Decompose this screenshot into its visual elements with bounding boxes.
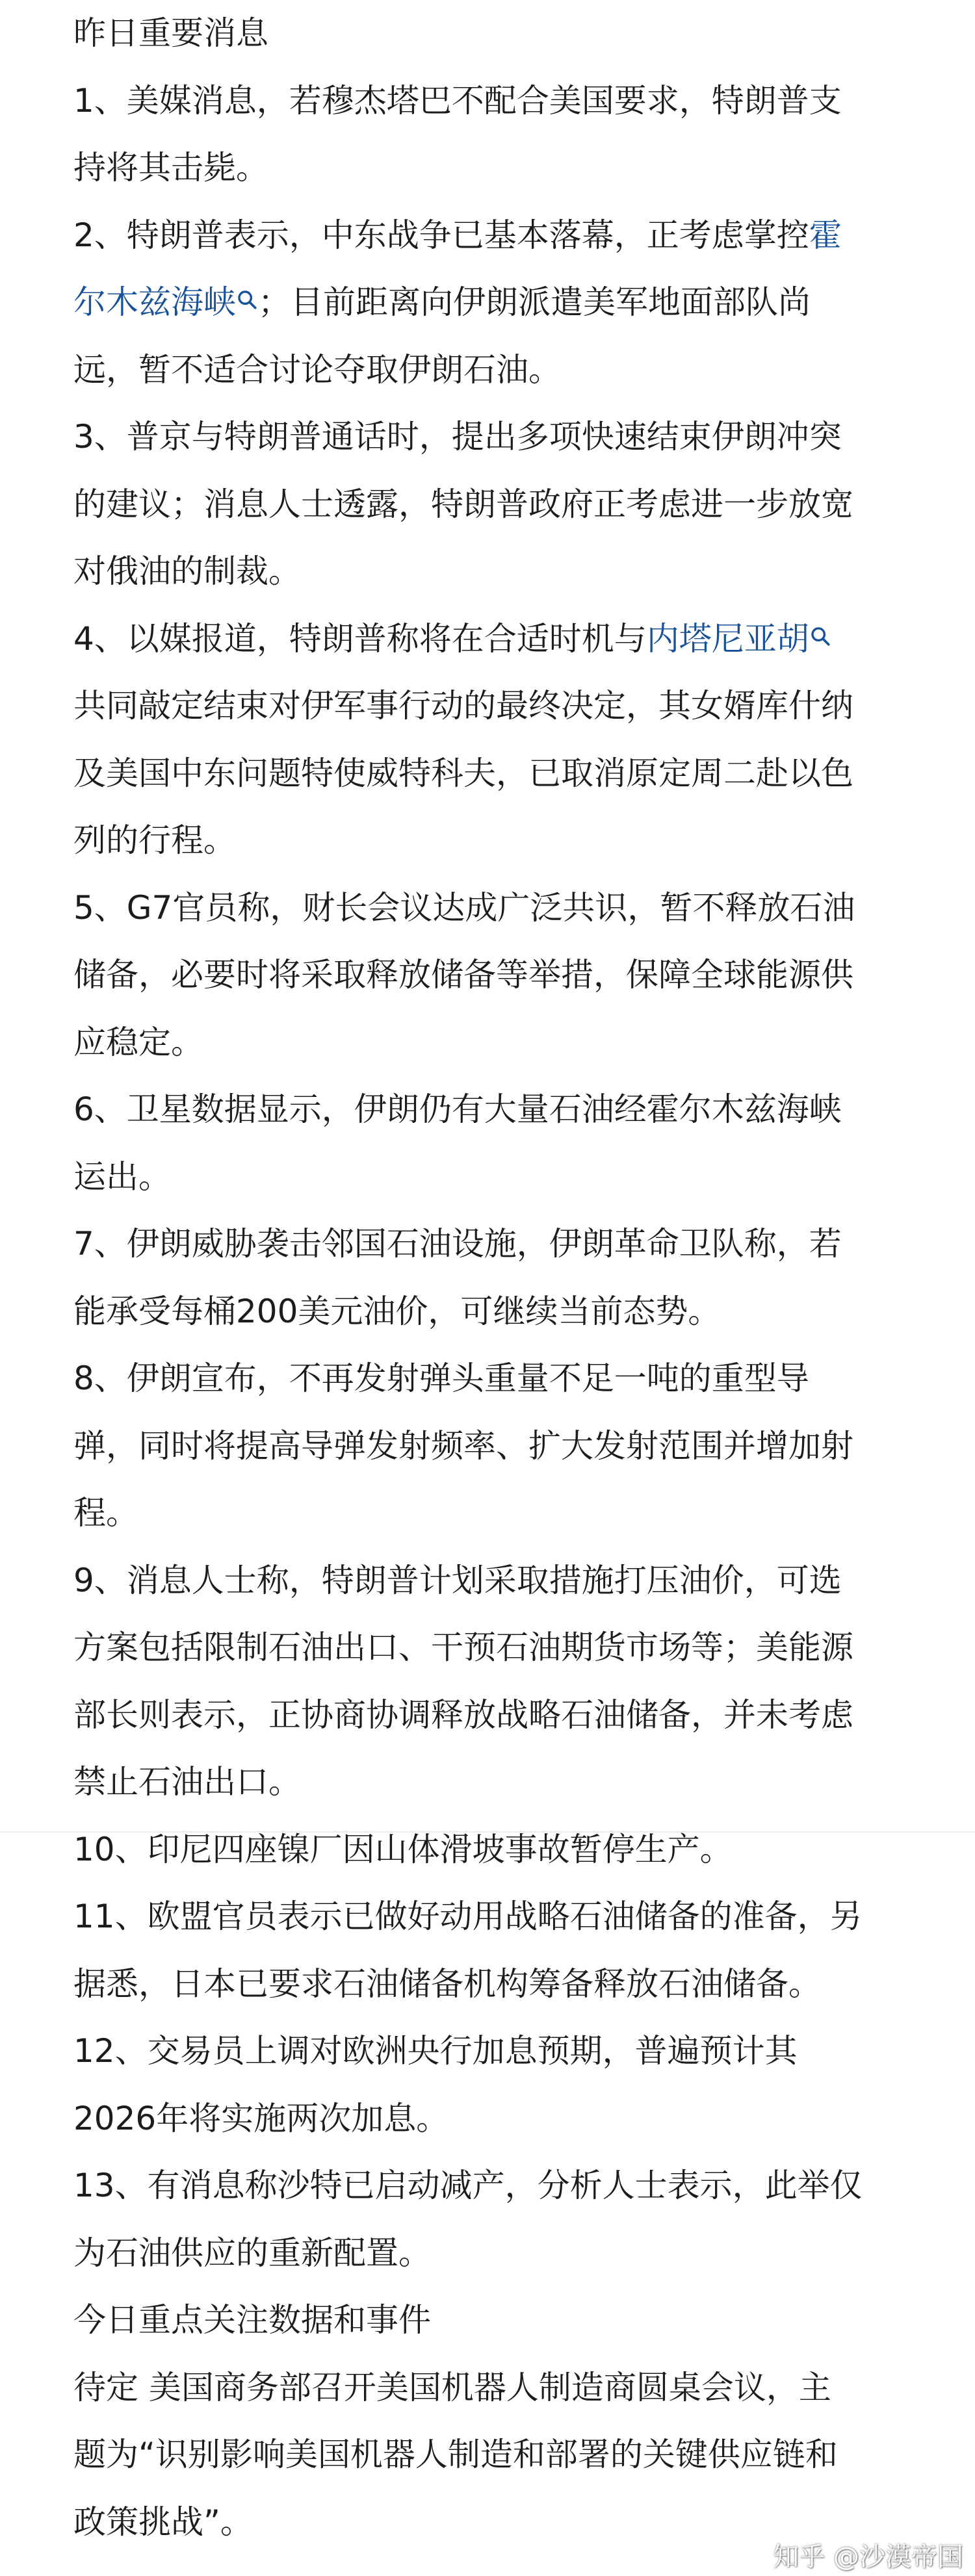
- news-item-line: [73, 1694, 853, 1736]
- line-text: 据悉，日本已要求石油储备机构筹备释放石油储备。: [73, 1964, 821, 2003]
- news-item-line: [73, 348, 561, 391]
- news-item-line: [73, 79, 842, 122]
- news-item-line: [73, 2232, 431, 2274]
- news-item-line: [73, 483, 853, 526]
- news-item-line: [73, 1491, 138, 1534]
- news-item-line: [73, 1895, 863, 1938]
- line-text: 列的行程。: [73, 821, 236, 859]
- news-item-line: [73, 752, 853, 795]
- line-text: 6、卫星数据显示，伊朗仍有大量石油经霍尔木兹海峡: [73, 1090, 842, 1128]
- watermark: 知乎 @沙漠帝国: [773, 2542, 963, 2572]
- news-item-line: [73, 953, 853, 996]
- section-heading-today: 今日重点关注数据和事件: [73, 2301, 431, 2339]
- news-item-line: [73, 617, 831, 660]
- line-text: 持将其击毙。: [73, 149, 268, 187]
- line-text: 禁止石油出口。: [73, 1763, 301, 1801]
- news-item-line: [73, 1559, 842, 1602]
- news-item-line: [73, 146, 268, 189]
- section-divider: [0, 1831, 975, 1833]
- line-text: 远，暂不适合讨论夺取伊朗石油。: [73, 350, 561, 389]
- news-item-line: [73, 1828, 733, 1871]
- line-text: 的建议；消息人士透露，特朗普政府正考虑进一步放宽: [73, 485, 853, 523]
- line-text: 9、消息人士称，特朗普计划采取措施打压油价，可选: [73, 1561, 842, 1599]
- news-item-line: [73, 684, 853, 727]
- news-item-line: [73, 550, 301, 593]
- line-text: 1、美媒消息，若穆杰塔巴不配合美国要求，特朗普支: [73, 81, 842, 120]
- section-heading-yesterday: 昨日重要消息: [73, 14, 268, 52]
- news-item-line: [73, 415, 842, 458]
- line-text: 待定 美国商务部召开美国机器人制造商圆桌会议，主: [73, 2368, 831, 2406]
- line-text: ；目前距离向伊朗派遣美军地面部队尚: [258, 283, 811, 321]
- news-item-line: [73, 1626, 853, 1669]
- line-text: 2、特朗普表示，中东战争已基本落幕，正考虑掌控: [73, 216, 809, 254]
- line-text: 及美国中东问题特使威特科夫，已取消原定周二赴以色: [73, 754, 853, 792]
- news-item-line: [73, 1760, 301, 1803]
- search-link[interactable]: 霍: [809, 216, 842, 254]
- news-item-line: [73, 819, 236, 862]
- news-item-line: [73, 2029, 798, 2072]
- news-item-line: [73, 1088, 842, 1131]
- line-text: 运出。: [73, 1157, 171, 1196]
- line-text: 应稳定。: [73, 1023, 203, 1061]
- line-text: 5、G7官员称，财长会议达成广泛共识，暂不释放石油: [73, 888, 855, 927]
- line-text: 10、印尼四座镍厂因山体滑坡事故暂停生产。: [73, 1830, 733, 1868]
- news-item-line: [73, 1290, 720, 1333]
- line-text: 题为“识别影响美国机器人制造和部署的关键供应链和: [73, 2436, 838, 2473]
- line-text: 程。: [73, 1494, 138, 1532]
- line-text: 对俄油的制裁。: [73, 552, 301, 590]
- line-text: 方案包括限制石油出口、干预石油期货市场等；美能源: [73, 1629, 853, 1666]
- news-item-line: [73, 2164, 863, 2207]
- event-line: [73, 2366, 831, 2409]
- event-line: [73, 2501, 253, 2544]
- search-link[interactable]: 尔木兹海峡: [73, 283, 236, 321]
- news-item-line: [73, 1963, 821, 2005]
- line-text: 储备，必要时将采取释放储备等举措，保障全球能源供: [73, 956, 853, 994]
- line-text: 共同敲定结束对伊军事行动的最终决定，其女婿库什纳: [73, 687, 853, 725]
- search-link[interactable]: 内塔尼亚胡: [646, 619, 809, 658]
- search-icon[interactable]: [809, 615, 831, 637]
- line-text: 弹，同时将提高导弹发射频率、扩大发射范围并增加射: [73, 1426, 853, 1465]
- news-item-line: [73, 2097, 448, 2140]
- line-text: 8、伊朗宣布，不再发射弹头重量不足一吨的重型导: [73, 1359, 809, 1397]
- news-item-line: [73, 886, 855, 929]
- line-text: 13、有消息称沙特已启动减产，分析人士表示，此举仅: [73, 2167, 863, 2204]
- line-text: 2026年将实施两次加息。: [73, 2099, 449, 2137]
- line-text: 4、以媒报道，特朗普称将在合适时机与: [73, 619, 647, 658]
- line-text: 12、交易员上调对欧洲央行加息预期，普遍预计其: [73, 2032, 798, 2070]
- news-item-line: [73, 214, 842, 257]
- news-item-line: [73, 1424, 853, 1467]
- line-text: 7、伊朗威胁袭击邻国石油设施，伊朗革命卫队称，若: [73, 1225, 842, 1263]
- line-text: 3、普京与特朗普通话时，提出多项快速结束伊朗冲突: [73, 418, 842, 456]
- line-text: 为石油供应的重新配置。: [73, 2234, 431, 2272]
- news-item-line: [73, 1021, 203, 1064]
- line-text: 能承受每桶200美元油价，可继续当前态势。: [73, 1292, 721, 1330]
- news-item-line: [73, 281, 811, 324]
- line-text: 政策挑战”。: [73, 2503, 253, 2541]
- search-icon[interactable]: [236, 278, 258, 300]
- event-line: [73, 2433, 838, 2476]
- news-item-line: [73, 1222, 842, 1265]
- line-text: 11、欧盟官员表示已做好动用战略石油储备的准备，另: [73, 1898, 863, 1935]
- line-text: 部长则表示，正协商协调释放战略石油储备，并未考虑: [73, 1695, 853, 1734]
- news-item-line: [73, 1155, 171, 1198]
- news-item-line: [73, 1357, 809, 1400]
